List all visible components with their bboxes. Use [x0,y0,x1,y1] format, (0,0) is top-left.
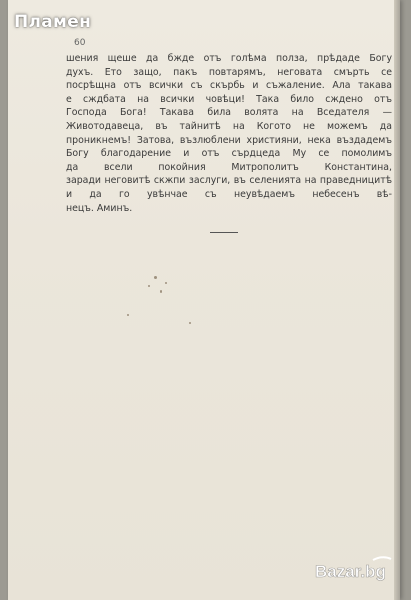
text-line: Животодавеца, въ тайнитѣ на Когото не можемъ да [66,120,392,132]
text-line: духъ. Ето защо, пакъ повтарямъ, неговата смърть се [66,66,392,78]
ink-stain [165,282,167,284]
ink-stain [127,314,129,316]
text-line: Господа Бога! Такава била волята на Вседателя — [66,107,392,119]
ink-stain [160,290,162,293]
text-line: проникнемъ! Затова, възлюблени християни, нека въздадемъ [66,134,392,146]
page-number: 60 [74,38,86,48]
text-line: е сждбата на всички човѣци! Така било сждено отъ [66,93,392,105]
ink-stain [148,285,150,287]
bazar-logo-icon [313,554,397,588]
text-line: посрѣщна отъ всички съ скърбь и съжаление. Ала такава [66,80,392,92]
text-line: заради неговитѣ скжпи заслуги, въ селенията на праведницитѣ [66,175,392,187]
book-page [8,0,400,600]
text-line: и да го увѣнчае съ неувѣдаемъ небесенъ вѣ- [66,188,392,200]
text-line: нецъ. Аминъ. [66,202,133,214]
text-line: шения щеше да бжде отъ голѣма полза, прѣдаде Богу [66,53,392,64]
body-text [66,52,392,215]
seller-watermark: Пламен [14,12,92,32]
page-edge [394,0,400,600]
section-separator [210,232,238,233]
ink-stain [189,322,191,324]
ink-stain [154,276,157,279]
text-line: Богу благодарение и отъ сърдцеда Му се помолимъ [66,148,392,160]
svg-text:Bazar.bg: Bazar.bg [315,562,386,581]
text-line: да всели покойния Митрополитъ Константина, [66,161,392,173]
